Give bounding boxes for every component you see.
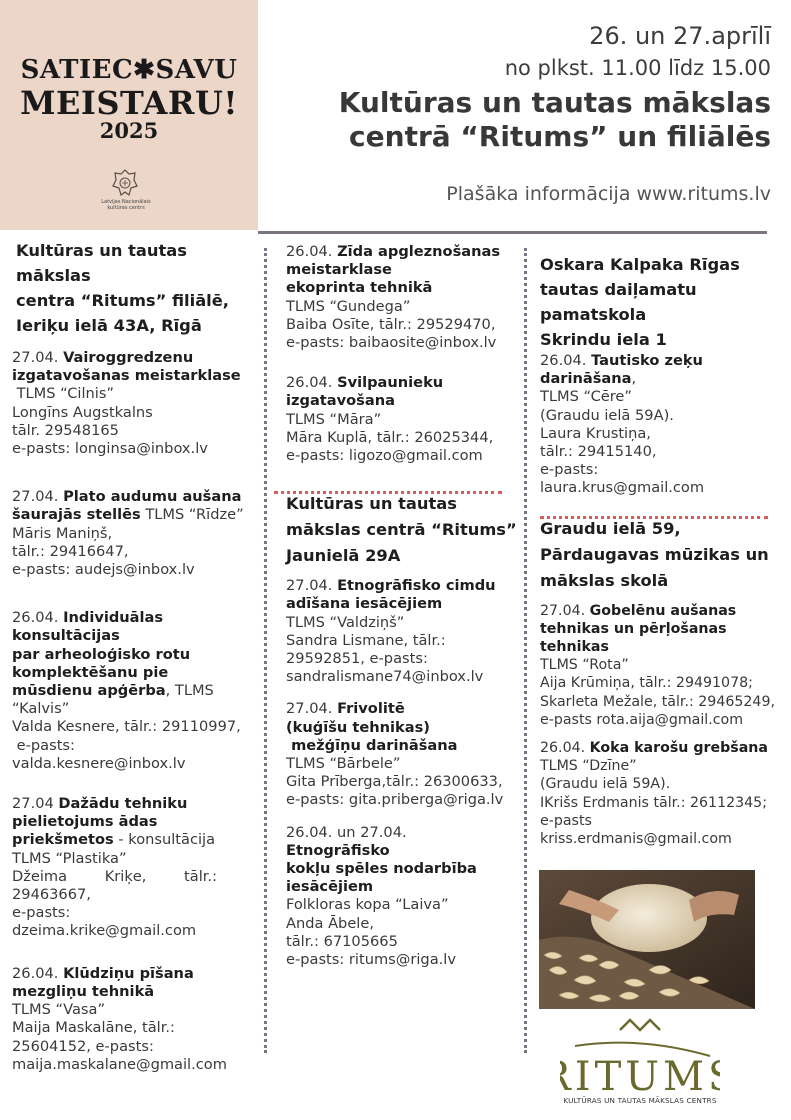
email-link[interactable]: kriss.erdmanis@gmail.com	[540, 831, 732, 848]
workshop-kludzinu-pisana: 26.04. Klūdziņu pīšana mezgliņu tehnikā TLMS “Vasa” Maija Maskalāne, tālr.: 25604152, e-pasts: maija.maskalane@gmail.com	[12, 965, 262, 1074]
section-heading-skrindu: Oskara Kalpaka Rīgas tautas daiļamatu pamatskola Skrindu iela 1	[540, 255, 740, 349]
email-link[interactable]: e-pasts: longinsa@inbox.lv	[12, 440, 208, 458]
workshop-frivolite: 27.04. Frivolitē (kuģīšu tehnikas) mežģīņu darināšana TLMS “Bārbele” Gita Prīberga,tālr.: 26300633, e-pasts: gita.priberga@riga.lv	[286, 700, 521, 809]
email-link[interactable]: e-pasts: audejs@inbox.lv	[12, 561, 195, 579]
section-heading-graudu: Graudu ielā 59, Pārdaugavas mūzikas un mākslas skolā	[540, 518, 769, 590]
workshop-vairoggredzenu: 27.04. Vairoggredzenu izgatavošanas meistarklase TLMS “Cilnis” Longīns Augstkalns tālr. 29548165 e-pasts: longinsa@inbox.lv	[12, 349, 262, 458]
workshop-gobelenu-ausana: 27.04. Gobelēnu aušanas tehnikas un pērļošanas tehnikas TLMS “Rota” Aija Krūmiņa, tālr.: 29491078; Skarleta Mežale, tālr.: 29465249, e-pasts rota.aija@gmail.com	[540, 602, 780, 729]
wood-carving-photo	[539, 870, 755, 1009]
ritums-word: ITUM	[574, 1054, 708, 1096]
header-divider	[258, 231, 767, 234]
section-heading-jauniela: Kultūras un tautas mākslas centrā “Ritums” Jaunielā 29A	[286, 494, 517, 566]
email-link[interactable]: e-pasts rota.aija@gmail.com	[540, 711, 744, 728]
event-logo-panel	[0, 0, 258, 230]
event-venue: Kultūras un tautas mākslas centrā “Ritums” un filiālēs	[338, 86, 771, 153]
workshop-koklu-spele: 26.04. un 27.04. Etnogrāfisko kokļu spēles nodarbība iesācējiem Folkloras kopa “Laiva” Anda Ābele, tālr.: 67105665 e-pasts: ritums@riga.lv	[286, 824, 521, 970]
column-divider-1	[264, 248, 267, 1053]
workshop-plato-audumu: 27.04. Plato audumu aušana šaurajās stellēs TLMS “Rīdze” Māris Maniņš, tālr.: 29416647, e-pasts: audejs@inbox.lv	[12, 488, 262, 579]
email-link[interactable]: dzeima.krike@gmail.com	[12, 922, 197, 940]
ritums-logo	[560, 1016, 720, 1116]
workshop-karosu-grebsana: 26.04. Koka karošu grebšana TLMS “Dzīne” (Graudu ielā 59A). IKrišs Erdmanis tālr.: 26112345; e-pasts kriss.erdmanis@gmail.com	[540, 739, 780, 848]
email-link[interactable]: e-pasts: ligozo@gmail.com	[286, 447, 483, 465]
section-heading-ieriku: Kultūras un tautas mākslas centra “Ritums” filiālē, Ieriķu ielā 43A, Rīgā	[16, 241, 229, 335]
email-link[interactable]: laura.krus@gmail.com	[540, 479, 705, 497]
column-3	[540, 252, 780, 848]
workshop-adas-prieksmeti: 27.04 Dažādu tehniku pielietojums ādas priekšmetos - konsultācija TLMS “Plastika” Džeima Kriķe, tālr.: 29463667, e-pasts: dzeima.krike@gmail.com	[12, 795, 262, 941]
workshop-zeku-darinasana: 26.04. Tautisko zeķu darināšana, TLMS “Cēre” (Graudu ielā 59A). Laura Krustiņa, tālr.: 29415140, e-pasts: laura.krus@gmail.com	[540, 352, 780, 498]
email-link[interactable]: maija.maskalane@gmail.com	[12, 1055, 227, 1073]
logo-year: 2025	[99, 118, 159, 143]
email-link[interactable]: e-pasts: ritums@riga.lv	[286, 951, 456, 969]
workshop-cimdu-adisana: 27.04. Etnogrāfisko cimdu adīšana iesācējiem TLMS “Valdziņš” Sandra Lismane, tālr.: 29592851, e-pasts: sandralismane74@inbox.lv	[286, 577, 521, 686]
logo-line-1: SATIEC✱SAVU	[20, 55, 238, 85]
event-time: no plkst. 11.00 līdz 15.00	[504, 56, 771, 80]
event-dates: 26. un 27.aprīlī	[589, 22, 771, 50]
ritums-tagline: KULTŪRAS UN TAUTAS MĀKSLAS CENTRS	[563, 1096, 717, 1105]
workshop-zida-apgleznosana: 26.04. Zīda apgleznošanas meistarklase ekoprinta tehnikā TLMS “Gundega” Baiba Osīte, tālr.: 29529470, e-pasts: baibaosite@inbox.lv	[286, 243, 521, 352]
crest-caption: Latvijas Nacionālais kultūras centrs	[101, 199, 151, 211]
email-link[interactable]: e-pasts: gita.priberga@riga.lv	[286, 791, 504, 809]
logo-line-2: MEISTARU!	[20, 84, 238, 122]
column-2	[286, 243, 521, 969]
email-link[interactable]: e-pasts: baibaosite@inbox.lv	[286, 334, 497, 352]
email-link[interactable]: sandralismane74@inbox.lv	[286, 668, 484, 686]
column-1	[12, 238, 262, 1074]
info-link[interactable]: Plašāka informācija www.ritums.lv	[446, 183, 771, 205]
email-link[interactable]: valda.kesnere@inbox.lv	[12, 754, 186, 772]
workshop-svilpaunieku: 26.04. Svilpaunieku izgatavošana TLMS “Māra” Māra Kuplā, tālr.: 26025344, e-pasts: ligozo@gmail.com	[286, 374, 521, 465]
workshop-arheologisko-rotu: 26.04. Individuālas konsultācijas par arheoloģisko rotu komplektēšanu pie mūsdienu apģērba, TLMS “Kalvis” Valda Kesnere, tālr.: 29110997, e-pasts: valda.kesnere@inbox.lv	[12, 609, 262, 773]
ritums-logo-mark	[560, 1016, 720, 1096]
crest-icon	[109, 168, 141, 198]
column-divider-2	[524, 248, 527, 1053]
